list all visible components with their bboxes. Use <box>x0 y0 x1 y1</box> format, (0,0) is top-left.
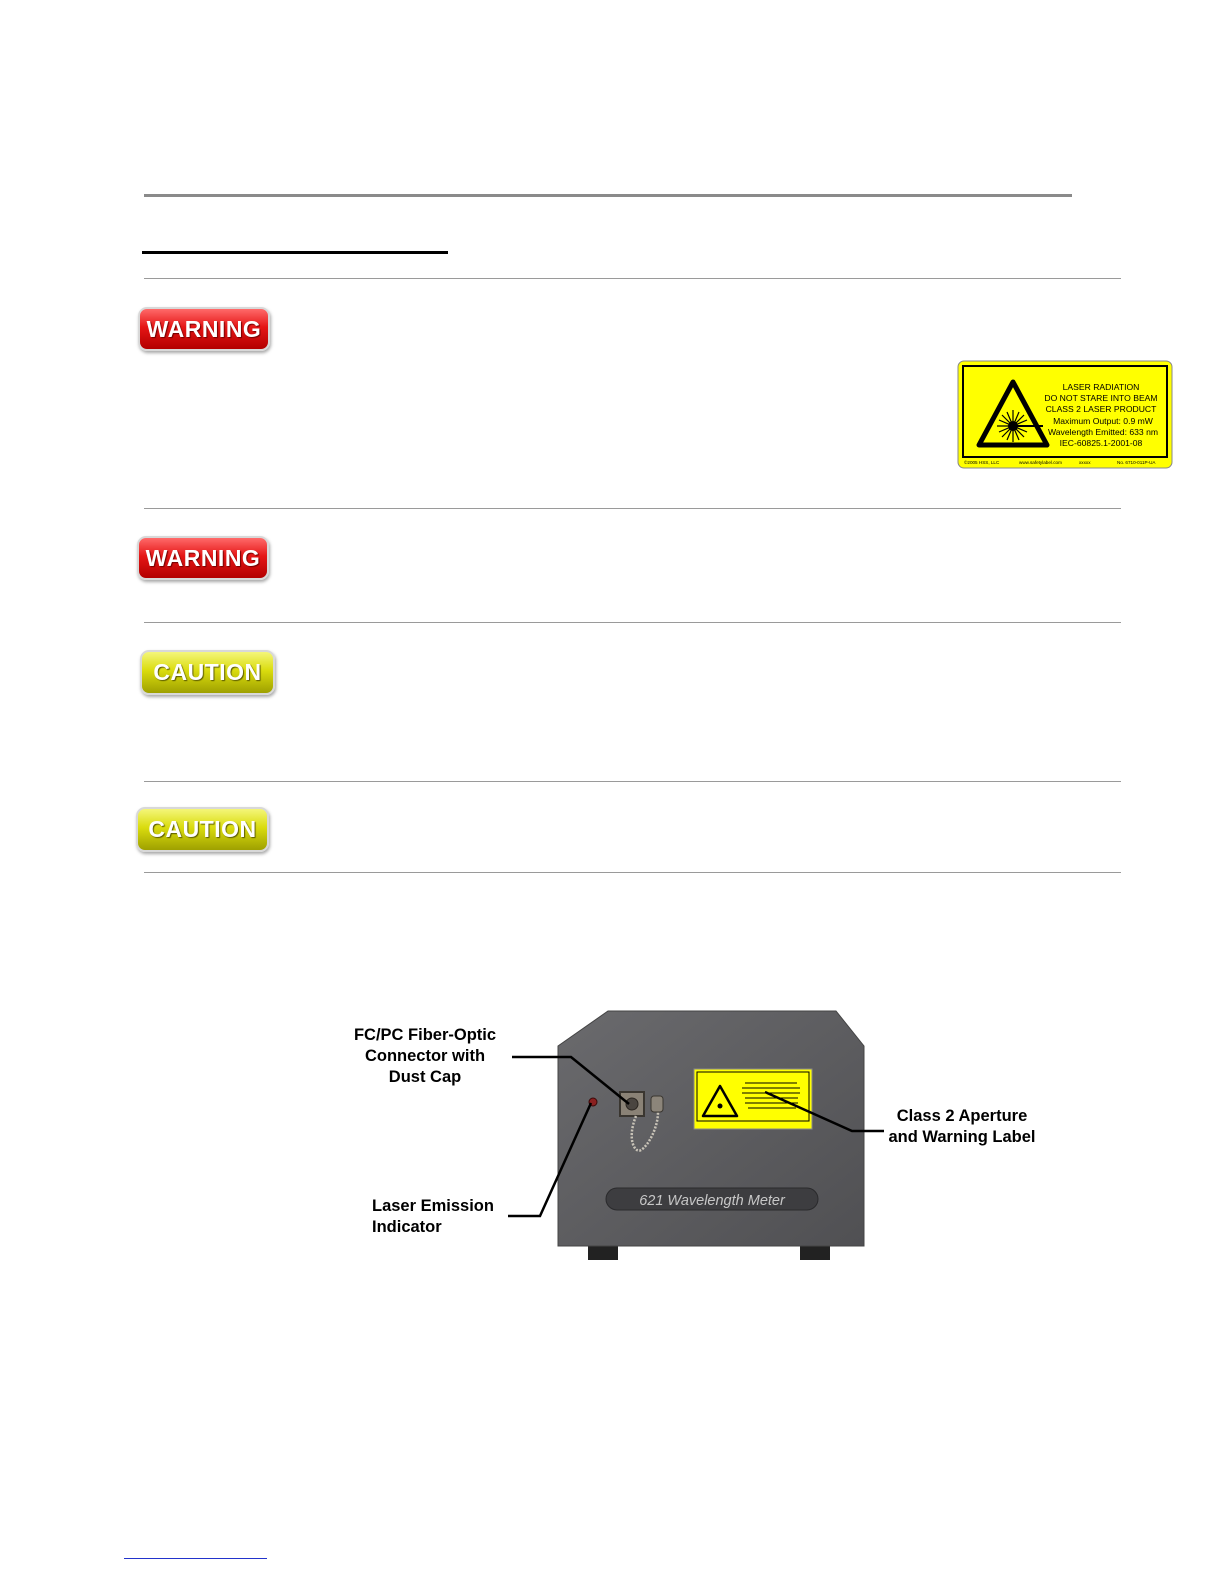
label-footer: xxxxx <box>1079 460 1091 465</box>
label-line: DO NOT STARE INTO BEAM <box>1044 393 1158 403</box>
warning-badge: WARNING <box>137 536 269 580</box>
label-line: IEC-60825.1-2001-08 <box>1059 438 1143 448</box>
label-footer: No. 6710-011P-UA <box>1117 460 1156 465</box>
footnote-rule <box>124 1558 267 1559</box>
label-line: LASER RADIATION <box>1062 382 1140 392</box>
label-line: CLASS 2 LASER PRODUCT <box>1045 404 1157 414</box>
caution-badge: CAUTION <box>136 807 269 852</box>
warning-badge: WARNING <box>138 307 270 351</box>
label-line: Wavelength Emitted: 633 nm <box>1047 427 1159 437</box>
label-line: Maximum Output: 0.9 mW <box>1053 416 1153 426</box>
label-footer: ©2005 HSS, LLC <box>964 460 1000 465</box>
indicator-callout: Laser Emission Indicator <box>372 1197 494 1236</box>
connector-callout: FC/PC Fiber-Optic Connector with Dust Cap <box>353 1026 497 1086</box>
caution-badge: CAUTION <box>140 650 275 695</box>
label-footer: www.safetylabel.com <box>1019 460 1062 465</box>
device-name: 621 Wavelength Meter <box>639 1193 785 1209</box>
aperture-leader <box>765 1092 884 1131</box>
aperture-callout: Class 2 Aperture and Warning Label <box>888 1107 1036 1146</box>
connector-leader <box>512 1057 629 1104</box>
